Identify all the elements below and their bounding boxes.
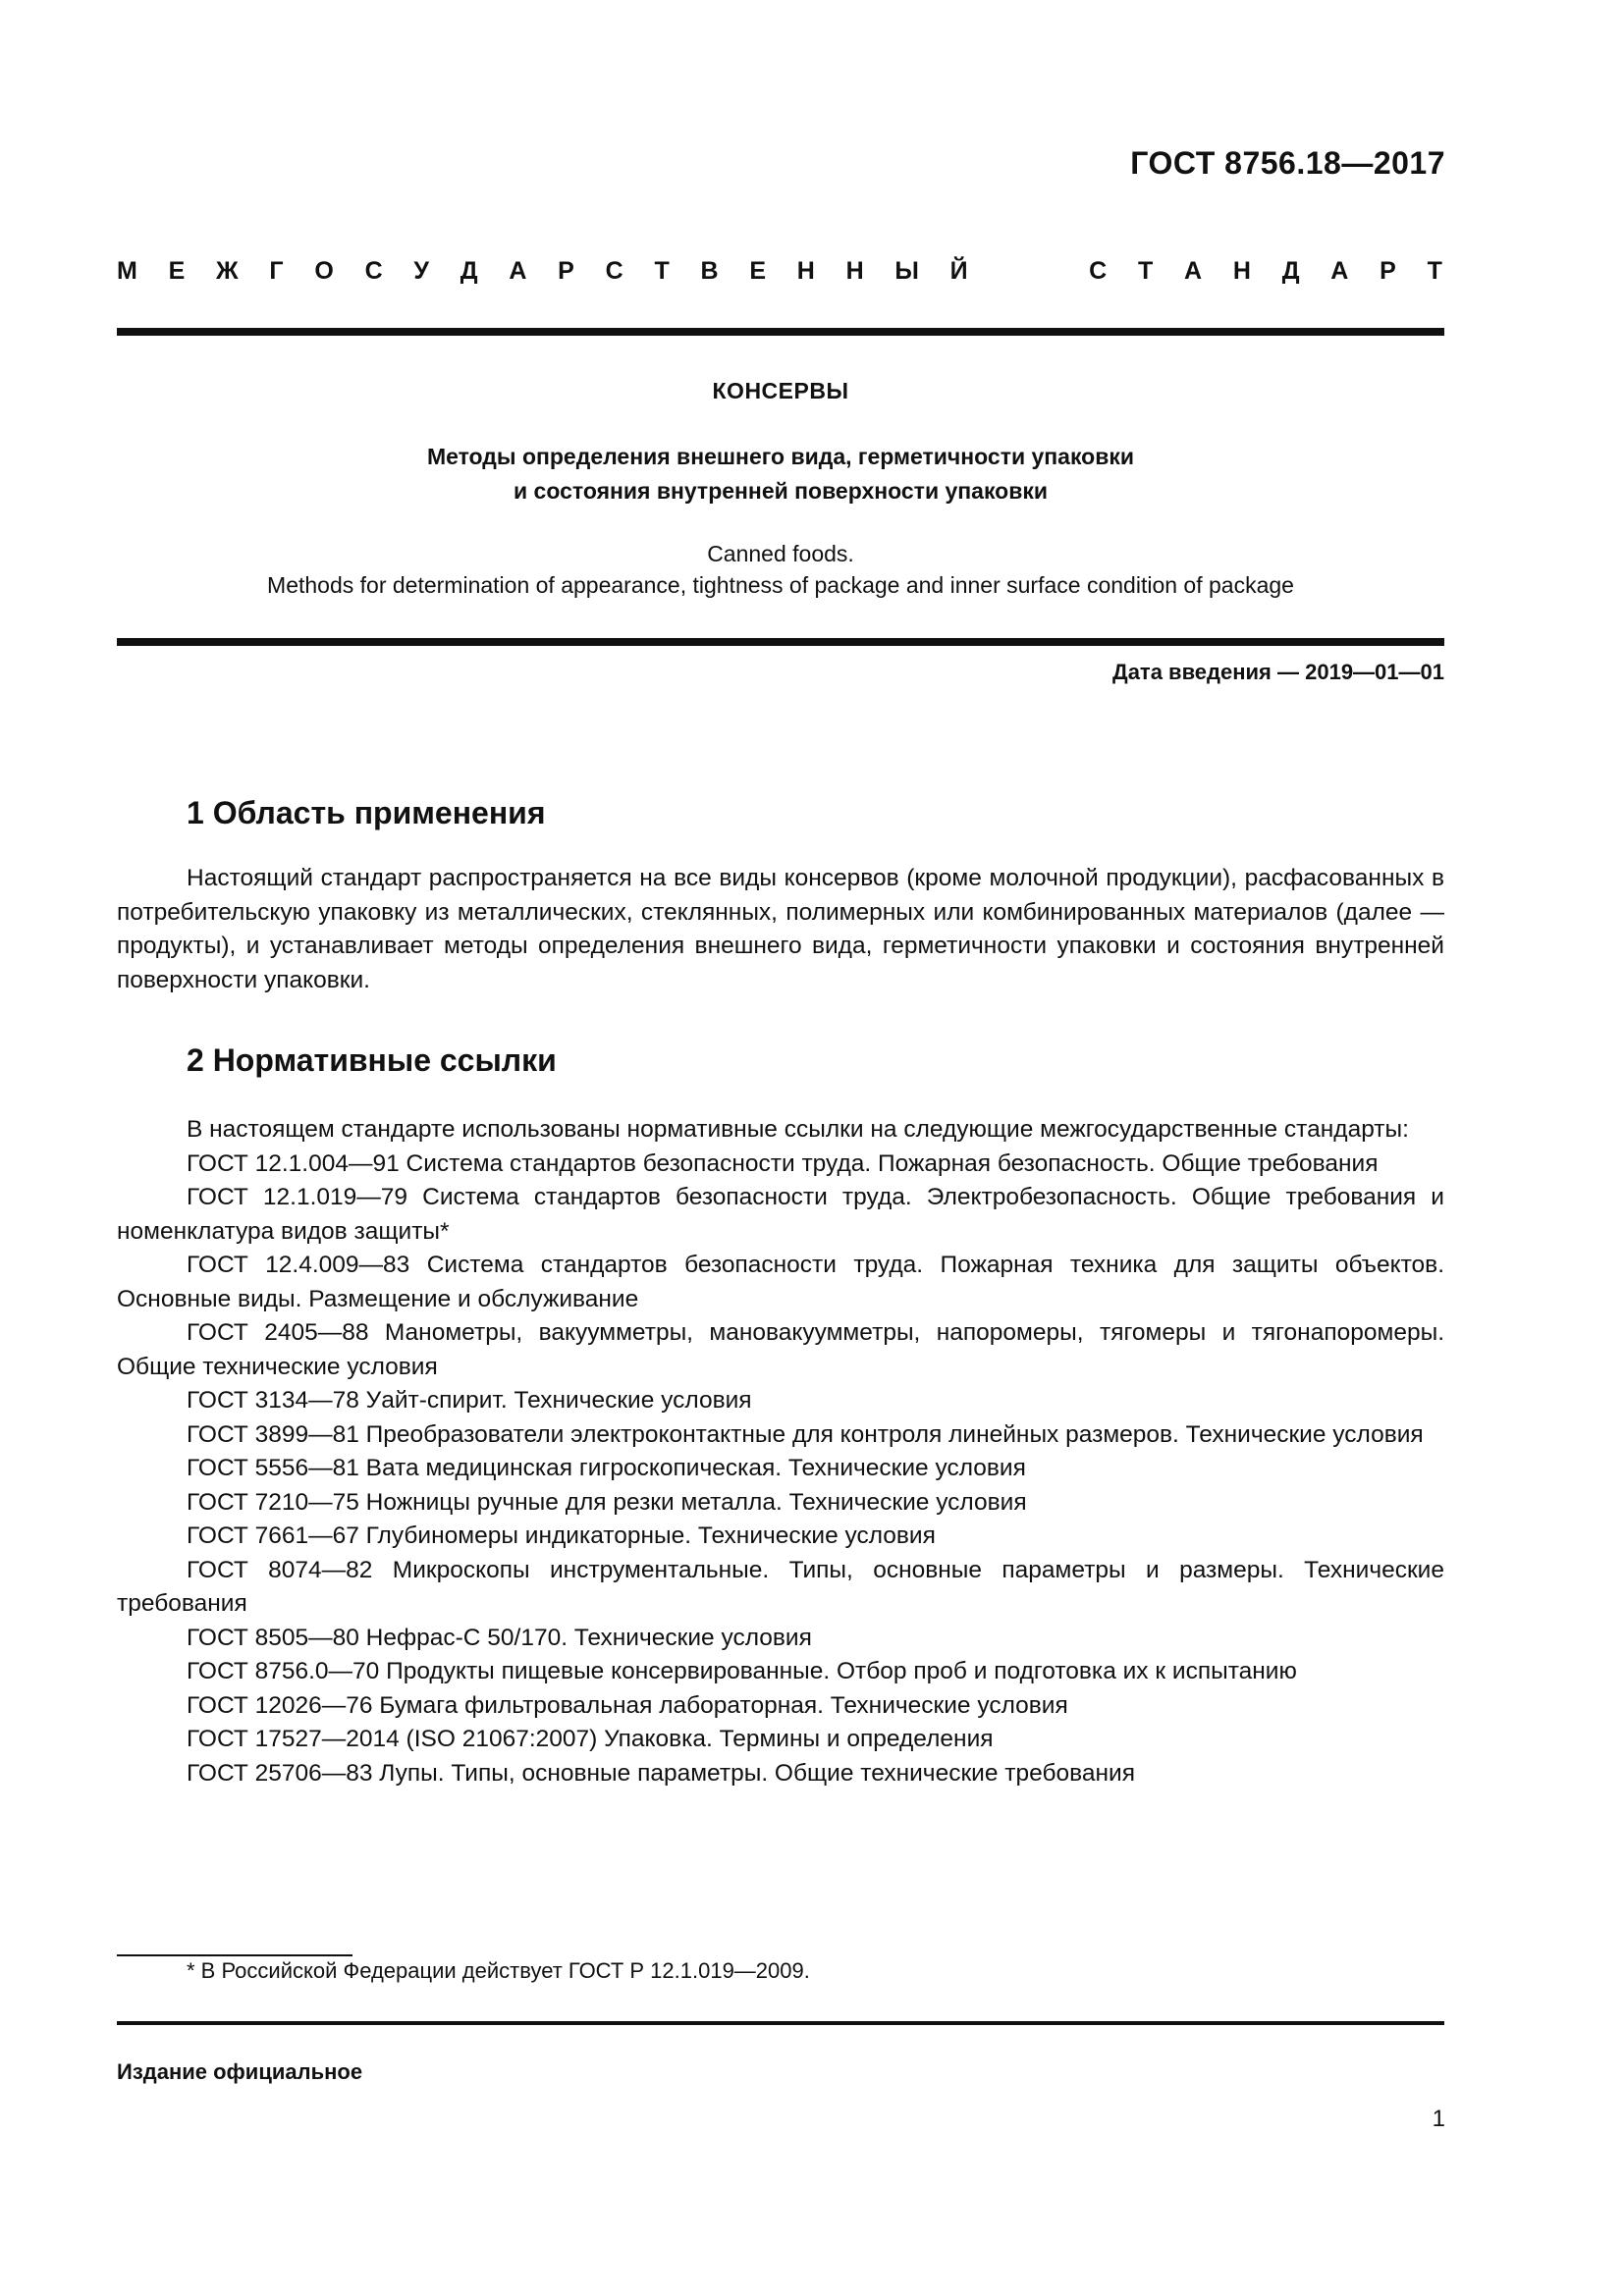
standard-type-letter: Е <box>168 257 186 285</box>
standard-type-letter: Ж <box>216 257 239 285</box>
reference-item: ГОСТ 8074—82 Микроскопы инструментальные. Типы, основные параметры и размеры. Технические требования <box>117 1556 1444 1617</box>
references-intro: В настоящем стандарте использованы нормативные ссылки на следующие межгосударственные стандарты: <box>187 1116 1409 1143</box>
reference-item: ГОСТ 8505—80 Нефрас-С 50/170. Технические условия <box>187 1624 812 1651</box>
english-title-line-2: Methods for determination of appearance, tightness of package and inner surface condition of package <box>267 572 1294 598</box>
page-number: 1 <box>1432 2106 1445 2132</box>
standard-type-letter: Р <box>558 257 574 285</box>
reference-item: ГОСТ 12.1.019—79 Система стандартов безопасности труда. Электробезопасность. Общие требования и номенклатура видов защиты* <box>117 1184 1444 1245</box>
reference-item: ГОСТ 17527—2014 (ISO 21067:2007) Упаковка. Термины и определения <box>187 1726 994 1752</box>
english-title <box>117 538 1444 601</box>
standard-type-letter: Ы <box>894 257 919 285</box>
reference-item: ГОСТ 7661—67 Глубиномеры индикаторные. Технические условия <box>187 1522 936 1549</box>
document-subtitle <box>117 440 1444 508</box>
reference-item: ГОСТ 5556—81 Вата медицинская гигроскопическая. Технические условия <box>187 1455 1026 1481</box>
standard-type-letter: Т <box>1427 257 1442 285</box>
header-rule <box>117 328 1444 336</box>
standard-type-letter: М <box>117 257 137 285</box>
section-1-heading: 1 Область применения <box>187 795 546 830</box>
subtitle-line-2: и состояния внутренней поверхности упаковки <box>514 478 1048 504</box>
section-1-body <box>117 862 1444 997</box>
standard-type-letter: Н <box>1232 257 1251 285</box>
standard-type-letter: С <box>364 257 383 285</box>
footnote: * В Российской Федерации действует ГОСТ Р 12.1.019—2009. <box>187 1958 810 1983</box>
scope-paragraph: Настоящий стандарт распространяется на все виды консервов (кроме молочной продукции), расфасованных в потребительскую упаковку из металлических, стеклянных, полимерных или комбинированных материалов (далее — продукты), и устанавливает методы определения внешнего вида, герметичности упаковки и состояния внутренней поверхности упаковки. <box>117 865 1444 993</box>
footer-rule <box>117 2021 1444 2025</box>
standard-type-letter: О <box>314 257 334 285</box>
reference-item: ГОСТ 12.1.004—91 Система стандартов безопасности труда. Пожарная безопасность. Общие требования <box>187 1149 1379 1177</box>
standard-type-letter: Р <box>1380 257 1396 285</box>
document-code: ГОСТ 8756.18—2017 <box>1130 145 1445 181</box>
standard-type-letter: С <box>1089 257 1108 285</box>
subtitle-line-1: Методы определения внешнего вида, герметичности упаковки <box>426 444 1135 469</box>
introduction-date: Дата введения — 2019—01—01 <box>1112 660 1444 684</box>
standard-type-letter: Н <box>796 257 815 285</box>
standard-type-letter: Н <box>845 257 864 285</box>
standard-type-letter: Д <box>1281 257 1300 285</box>
reference-item: ГОСТ 25706—83 Лупы. Типы, основные параметры. Общие технические требования <box>187 1759 1135 1787</box>
standard-type-letter: С <box>605 257 623 285</box>
standard-type-letter: А <box>1330 257 1349 285</box>
reference-item: ГОСТ 3899—81 Преобразователи электроконтактные для контроля линейных размеров. Технические условия <box>187 1420 1424 1448</box>
standard-type-letter: Й <box>949 257 968 285</box>
standard-type-letter: А <box>1184 257 1203 285</box>
standard-type-letter: Е <box>749 257 766 285</box>
reference-item: ГОСТ 7210—75 Ножницы ручные для резки металла. Технические условия <box>187 1488 1027 1516</box>
section-2-body <box>117 1113 1444 1790</box>
standard-type-letter: А <box>509 257 527 285</box>
english-title-line-1: Canned foods. <box>707 541 854 566</box>
standard-type-heading <box>117 257 1442 286</box>
section-2-heading: 2 Нормативные ссылки <box>187 1042 557 1078</box>
reference-item: ГОСТ 12026—76 Бумага фильтровальная лабораторная. Технические условия <box>187 1691 1068 1719</box>
standard-type-letter: Т <box>654 257 670 285</box>
document-title: КОНСЕРВЫ <box>712 378 849 403</box>
reference-item: ГОСТ 3134—78 Уайт-спирит. Технические условия <box>187 1387 752 1414</box>
standard-type-letter: У <box>413 257 429 285</box>
standard-type-letter: В <box>700 257 719 285</box>
reference-item: ГОСТ 12.4.009—83 Система стандартов безопасности труда. Пожарная техника для защиты объектов. Основные виды. Размещение и обслуживание <box>117 1252 1444 1312</box>
standard-type-letter: Г <box>269 257 284 285</box>
standard-type-letter: Т <box>1138 257 1154 285</box>
word-gap <box>999 257 1057 286</box>
reference-item: ГОСТ 8756.0—70 Продукты пищевые консервированные. Отбор проб и подготовка их к испытанию <box>187 1658 1297 1684</box>
title-rule <box>117 638 1444 646</box>
references-list <box>117 1148 1444 1791</box>
reference-item: ГОСТ 2405—88 Манометры, вакуумметры, мановакуумметры, напоромеры, тягомеры и тягонапоромеры. Общие технические условия <box>117 1319 1444 1380</box>
standard-type-letter: Д <box>460 257 478 285</box>
footnote-rule <box>117 1954 352 1956</box>
edition-label: Издание официальное <box>117 2059 363 2084</box>
